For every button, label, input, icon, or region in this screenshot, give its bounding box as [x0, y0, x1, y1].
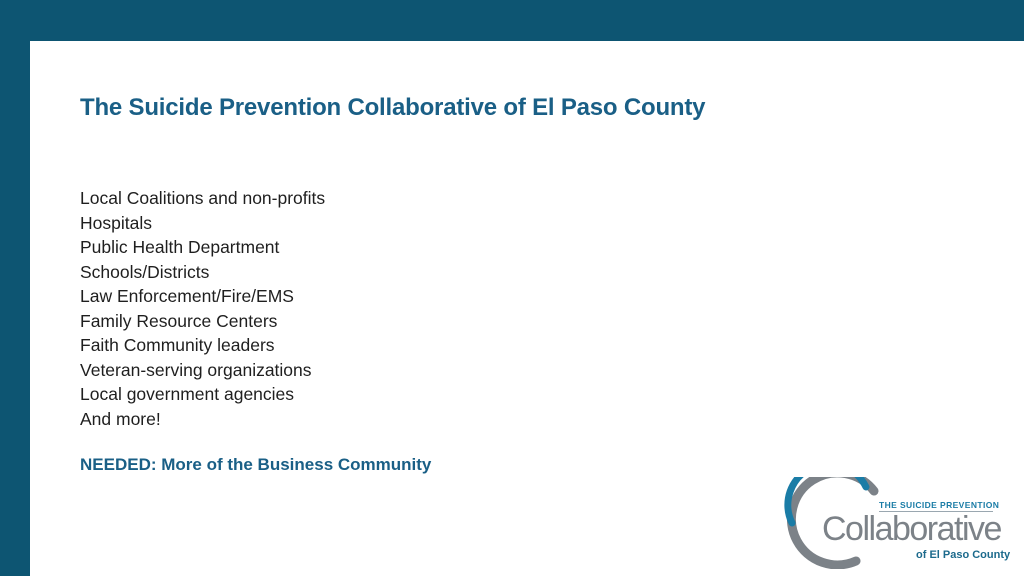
logo-wordmark: Collaborative — [822, 510, 1001, 548]
slide — [30, 41, 1024, 576]
needed-callout: NEEDED: More of the Business Community — [80, 455, 432, 474]
list-item: Veteran-serving organizations — [80, 359, 312, 380]
member-list — [80, 186, 325, 431]
slide-title: The Suicide Prevention Collaborative of El Paso County — [80, 94, 706, 121]
list-item: Family Resource Centers — [80, 310, 278, 331]
logo-top-line: THE SUICIDE PREVENTION — [879, 500, 1000, 510]
list-item: Hospitals — [80, 212, 152, 233]
list-item: Law Enforcement/Fire/EMS — [80, 286, 294, 306]
list-item: And more! — [80, 408, 161, 429]
list-item: Public Health Department — [80, 237, 280, 257]
list-item: Faith Community leaders — [80, 335, 275, 355]
collaborative-logo — [778, 477, 1011, 569]
logo-subtitle: of El Paso County — [916, 549, 1011, 561]
list-item: Local Coalitions and non-profits — [80, 188, 326, 208]
list-item: Schools/Districts — [80, 261, 210, 282]
list-item: Local government agencies — [80, 384, 295, 404]
